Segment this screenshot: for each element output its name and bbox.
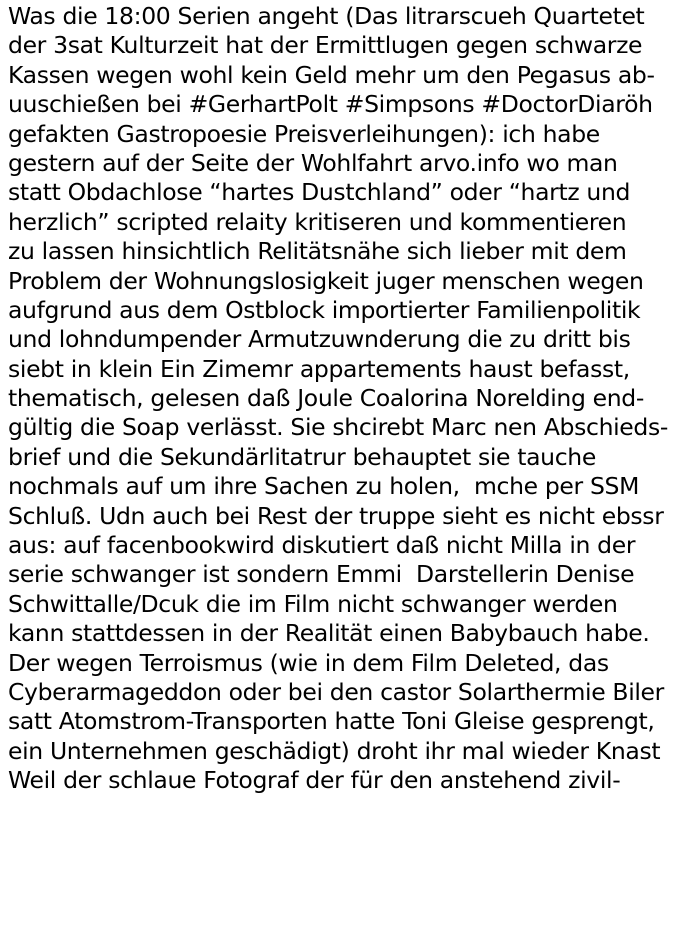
text-line-16: brief und die Sekundärlitatrur behauptet sie tauche bbox=[8, 442, 596, 471]
text-line-22: kann stattdessen in der Realität einen Babybauch habe. bbox=[8, 619, 650, 648]
text-line-17: nochmals auf um ihre Sachen zu holen, mche per SSM bbox=[8, 472, 640, 501]
text-line-4: uuschießen bei #GerhartPolt #Simpsons #DoctorDiaröh bbox=[8, 90, 653, 119]
text-line-5: gefakten Gastropoesie Preisverleihungen): ich habe bbox=[8, 119, 600, 148]
text-line-6: gestern auf der Seite der Wohlfahrt arvo.info wo man bbox=[8, 148, 618, 177]
text-line-8: herzlich” scripted relaity kritiseren und kommentieren bbox=[8, 207, 627, 236]
document-text bbox=[8, 2, 682, 796]
text-line-15: gültig die Soap verlässt. Sie shcirebt Marc nen Abschieds- bbox=[8, 413, 668, 442]
text-line-27: Weil der schlaue Fotograf der für den anstehend zivil- bbox=[8, 766, 621, 795]
text-line-19: aus: auf facenbookwird diskutiert daß nicht Milla in der bbox=[8, 531, 636, 560]
text-line-2: der 3sat Kulturzeit hat der Ermittlugen gegen schwarze bbox=[8, 31, 643, 60]
text-line-26: ein Unternehmen geschädigt) droht ihr mal wieder Knast bbox=[8, 736, 661, 765]
text-line-14: thematisch, gelesen daß Joule Coalorina Norelding end- bbox=[8, 384, 644, 413]
text-line-25: satt Atomstrom-Transporten hatte Toni Gleise gesprengt, bbox=[8, 707, 655, 736]
text-line-21: Schwittalle/Dcuk die im Film nicht schwanger werden bbox=[8, 589, 618, 618]
text-line-11: aufgrund aus dem Ostblock importierter Familienpolitik bbox=[8, 295, 641, 324]
text-line-23: Der wegen Terroismus (wie in dem Film Deleted, das bbox=[8, 648, 609, 677]
text-line-3: Kassen wegen wohl kein Geld mehr um den Pegasus ab- bbox=[8, 60, 655, 89]
text-line-7: statt Obdachlose “hartes Dustchland” oder “hartz und bbox=[8, 178, 631, 207]
text-line-9: zu lassen hinsichtlich Relitätsnähe sich lieber mit dem bbox=[8, 237, 627, 266]
text-line-24: Cyberarmageddon oder bei den castor Solarthermie Biler bbox=[8, 677, 664, 706]
text-line-1: Was die 18:00 Serien angeht (Das litrarscueh Quartetet bbox=[8, 2, 645, 30]
text-line-10: Problem der Wohnungslosigkeit juger menschen wegen bbox=[8, 266, 644, 295]
text-line-12: und lohndumpender Armutzuwnderung die zu dritt bis bbox=[8, 325, 631, 354]
text-line-20: serie schwanger ist sondern Emmi Darstellerin Denise bbox=[8, 560, 635, 589]
text-line-13: siebt in klein Ein Zimemr appartements haust befasst, bbox=[8, 354, 630, 383]
text-line-18: Schluß. Udn auch bei Rest der truppe sieht es nicht ebssr bbox=[8, 501, 664, 530]
